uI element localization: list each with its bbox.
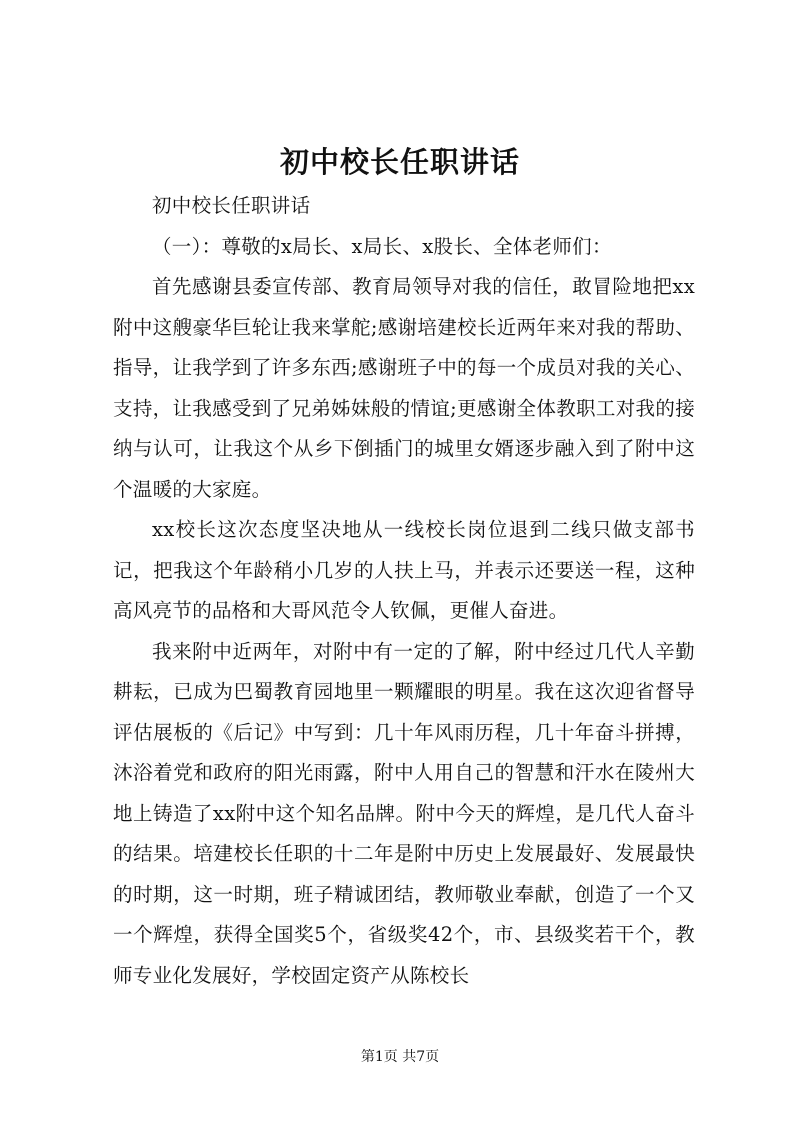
paragraph-subtitle: 初中校长任职讲话 — [152, 194, 311, 217]
paragraph-history: 我来附中近两年，对附中有一定的了解，附中经过几代人辛勤耕耘，已成为巴蜀教育园地里一颗耀眼的明星。我在这次迎省督导评估展板的《后记》中写到：几十年风雨历程，几十年奋斗拼搏，沐浴着党和政府的阳光雨露，附中人用自己的智慧和汗水在陵州大地上铸造了xx附中这个知名品牌。附中今天的辉煌，是几代人奋斗的结果。培建校长任职的十二年是附中历史上发展最好、发展最快的时期，这一时期，班子精诚团结，教师敬业奉献，创造了一个又一个辉煌，获得全国奖5个，省级奖42个，市、县级奖若干个，教师专业化发展好，学校固定资产从陈校长 — [113, 639, 695, 987]
paragraph-predecessor: xx校长这次态度坚决地从一线校长岗位退到二线只做支部书记，把我这个年龄稍小几岁的人扶上马，并表示还要送一程，这种高风亮节的品格和大哥风范令人钦佩，更催人奋进。 — [113, 518, 695, 622]
page-footer: 第1页 共7页 — [360, 1049, 440, 1065]
paragraph-salutation: （一）：尊敬的x局长、x局长、x股长、全体老师们： — [152, 234, 612, 258]
document-title: 初中校长任职讲话 — [279, 145, 520, 179]
paragraph-thanks: 首先感谢县委宣传部、教育局领导对我的信任，敢冒险地把xx附中这艘豪华巨轮让我来掌舵;感谢培建校长近两年来对我的帮助、指导，让我学到了许多东西;感谢班子中的每一个成员对我的关心、支持，让我感受到了兄弟姊妹般的情谊;更感谢全体教职工对我的接纳与认可，让我这个从乡下倒插门的城里女婿逐步融入到了附中这个温暖的大家庭。 — [113, 275, 695, 501]
document-body — [113, 186, 695, 996]
